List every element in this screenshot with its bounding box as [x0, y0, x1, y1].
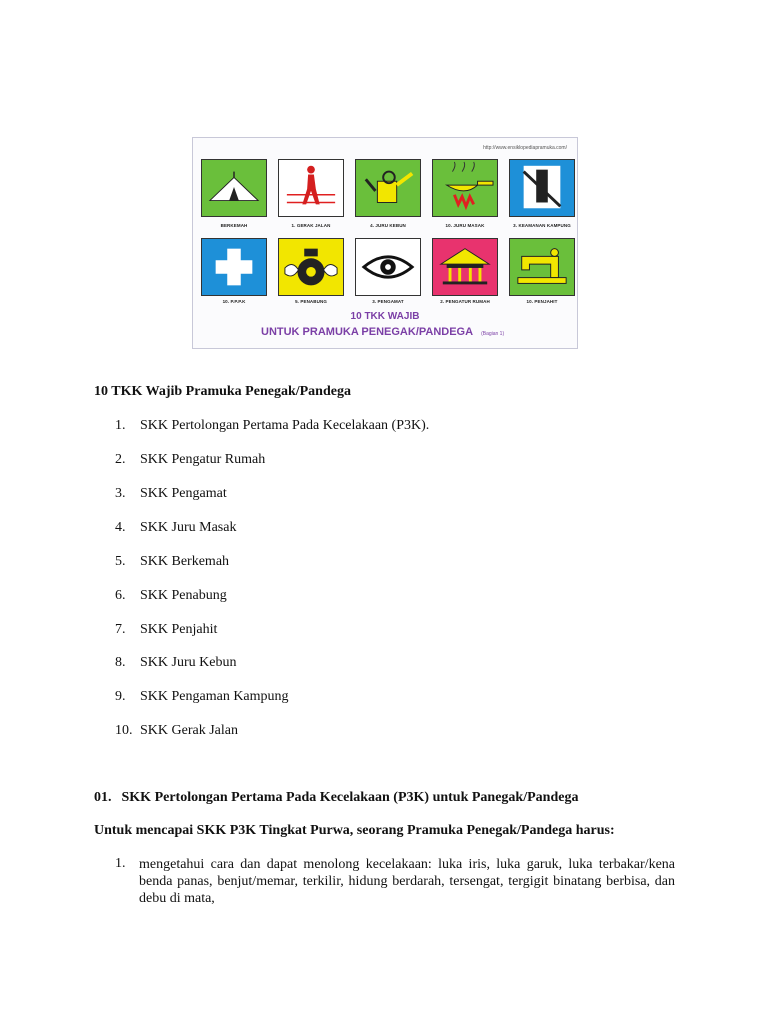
tile-caption: 10. P.P.P.K	[222, 299, 246, 304]
list-item	[115, 452, 265, 468]
tile-caption: 1. GERAK JALAN	[291, 223, 331, 228]
list-number: 6.	[115, 588, 126, 603]
list-item	[115, 418, 429, 434]
list-text: SKK Juru Kebun	[140, 655, 237, 670]
watering-can-icon	[355, 159, 421, 217]
paragraph-text: mengetahui cara dan dapat menolong kecelakaan: luka iris, luka garuk, luka terbakar/kena benda panas, benjut/memar, terkilir, hidung berdarah, tersengat, tergigit binatang berbisa, dan debu di mata,	[139, 857, 675, 906]
section-title	[94, 790, 578, 806]
section-subtitle: Untuk mencapai SKK P3K Tingkat Purwa, seorang Pramuka Penegak/Pandega harus:	[94, 823, 615, 838]
list-text: SKK Gerak Jalan	[140, 723, 238, 738]
tile-caption: 10. JURU MASAK	[445, 223, 485, 228]
list-number: 5.	[115, 554, 126, 569]
list-heading: 10 TKK Wajib Pramuka Penegak/Pandega	[94, 384, 351, 399]
list-text: SKK Penjahit	[140, 622, 218, 637]
tent-icon	[201, 159, 267, 217]
security-icon	[509, 159, 575, 217]
tile-caption: 5. PENABUNG	[295, 299, 327, 304]
list-item	[115, 486, 227, 502]
list-text: SKK Pengamat	[140, 486, 227, 501]
walking-person-icon	[278, 159, 344, 217]
list-text: SKK Penabung	[140, 588, 227, 603]
list-number: 1.	[115, 418, 126, 433]
tile-caption: 3. PENGAMAT	[372, 299, 404, 304]
house-icon	[432, 238, 498, 296]
list-text: SKK Pengaman Kampung	[140, 689, 289, 704]
list-number: 4.	[115, 520, 126, 535]
tile-caption: BERKEMAH	[220, 223, 248, 228]
sewing-machine-icon	[509, 238, 575, 296]
list-text: SKK Juru Masak	[140, 520, 237, 535]
figure-note: (Bagian 1)	[481, 331, 505, 337]
list-item	[115, 554, 229, 570]
figure-subtitle	[261, 326, 504, 338]
paragraph-number: 1.	[115, 856, 126, 871]
first-aid-cross-icon	[201, 238, 267, 296]
cooking-pan-icon	[432, 159, 498, 217]
tile-caption: 10. PENJAHIT	[526, 299, 558, 304]
list-item	[115, 723, 238, 739]
list-number: 9.	[115, 689, 126, 704]
list-text: SKK Berkemah	[140, 554, 230, 569]
tile-caption: 4. JURU KEBUN	[370, 223, 406, 228]
tile-caption: 2. PENGATUR RUMAH	[440, 299, 490, 304]
savings-icon	[278, 238, 344, 296]
list-number: 10.	[115, 723, 133, 738]
figure-url: http://www.ensiklopediapramuka.com/	[483, 145, 567, 151]
figure-title: 10 TKK WAJIB	[350, 311, 420, 322]
tkk-badges-figure	[192, 137, 578, 349]
list-item	[115, 655, 236, 671]
list-number: 8.	[115, 655, 126, 670]
section-title-text: SKK Pertolongan Pertama Pada Kecelakaan (P3K) untuk Panegak/Pandega	[121, 790, 579, 805]
figure-subtitle-text: UNTUK PRAMUKA PENEGAK/PANDEGA	[261, 326, 474, 338]
list-item	[115, 520, 236, 536]
list-item	[115, 588, 227, 604]
list-item	[115, 689, 289, 705]
list-text: SKK Pengatur Rumah	[140, 452, 266, 467]
list-number: 3.	[115, 486, 126, 501]
section-number: 01.	[94, 790, 112, 805]
tile-caption: 3. KEAMANAN KAMPUNG	[513, 223, 571, 228]
list-item	[115, 622, 217, 638]
list-number: 7.	[115, 622, 126, 637]
list-text: SKK Pertolongan Pertama Pada Kecelakaan (P3K).	[140, 418, 430, 433]
eye-icon	[355, 238, 421, 296]
list-number: 2.	[115, 452, 126, 467]
